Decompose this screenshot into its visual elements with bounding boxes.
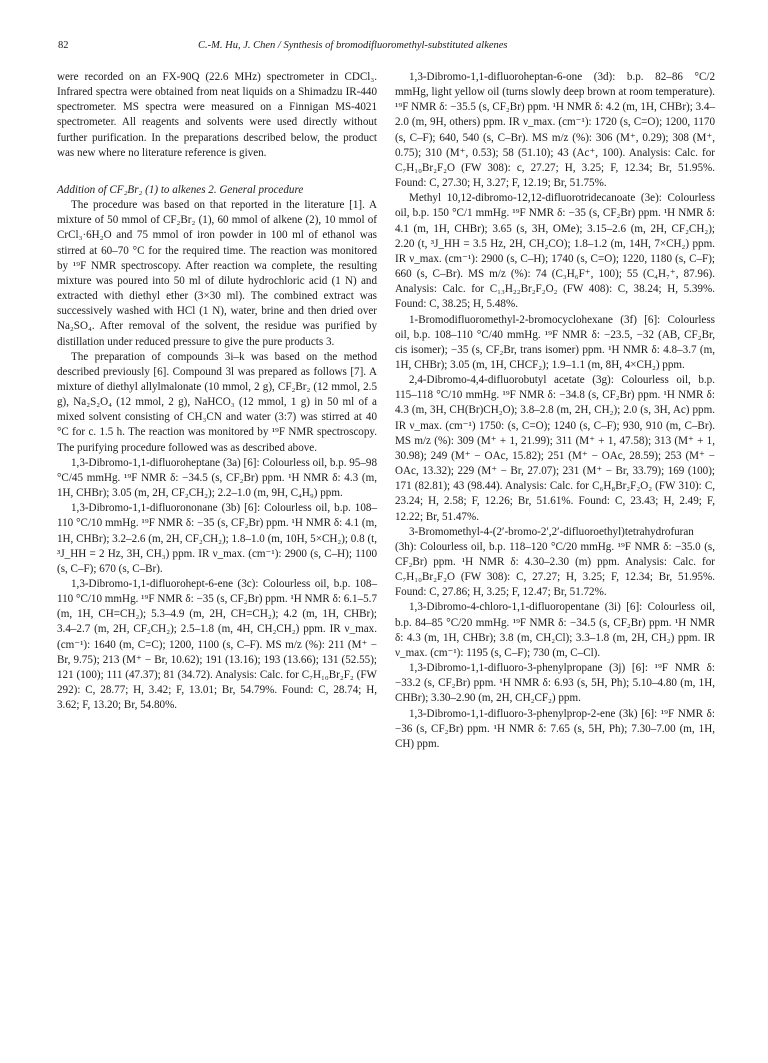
compound-3h-paragraph: 3-Bromomethyl-4-(2′-bromo-2′,2′-difluoroethyl)tetrahydrofuran (3h): Colourless oil, b.p. 118–120 °C/20 mmHg. ¹⁹F NMR δ: −35.0 (s, CF₂Br) ppm. ¹H NMR δ: 4.30–2.30 (m) ppm. Analysis: Calc. for C₇H₁₀Br₂F₂O (FW 308): C, 27.27; H, 3.25; F, 12.34; Br, 51.95%. Found: C, 27.86; H, 3.25; F, 12.47; Br, 51.72%.: [395, 525, 715, 599]
compound-3e-paragraph: Methyl 10,12-dibromo-12,12-difluorotridecanoate (3e): Colourless oil, b.p. 150 °C/1 mmHg. ¹⁹F NMR δ: −35 (s, CF₂Br) ppm. ¹H NMR δ: 4.1 (m, 1H, CHBr); 3.65 (s, 3H, OMe); 3.15–2.6 (m, 2H, CF₂CH₂); 2.20 (t, ³J_HH = 3.5 Hz, 2H, CH₂CO); 1.8–1.2 (m, 14H, 7×CH₂) ppm. IR ν_max. (cm⁻¹): 2900 (s, C–H); 1740 (s, C=O); 1220, 1180 (s, C–F); 660 (s, C–Br). MS m/z (%): 74 (C₃H₆F⁺, 100); 55 (C₄H₇⁺, 87.96). Analysis: Calc. for C₁₃H₂₂Br₂F₂O₂ (FW 408): C, 38.24; H, 5.39%. Found: C, 38.25; H, 5.48%.: [395, 192, 715, 311]
preparation-paragraph: The preparation of compounds 3i–k was based on the method described previously [6]. Compound 3l was prepared as follows [7]. A mixture of diethyl allylmalonate (10 mmol, 2 g), CF₂Br₂ (12 mmol, 2.5 g), Na₂S₂O₄ (12 mmol, 2 g), NaHCO₃ (12 mmol, 1 g) in 50 ml of a mixed solvent consisting of CH₃CN and water (3:7) was stirred at 40 °C for c. 1.5 h. The reaction was monitored by ¹⁹F NMR spectroscopy. The purifying procedure followed was as described above.: [57, 350, 377, 454]
compound-3a-paragraph: 1,3-Dibromo-1,1-difluoroheptane (3a) [6]: Colourless oil, b.p. 95–98 °C/45 mmHg. ¹⁹F NMR δ: −34.5 (s, CF₂Br) ppm. ¹H NMR δ: 4.3 (m, 1H, CHBr); 3.05 (m, 2H, CF₂CH₂); 2.2–1.0 (m, 9H, C₄H₉) ppm.: [57, 456, 377, 500]
right-column: [395, 70, 715, 752]
compound-3b-paragraph: 1,3-Dibromo-1,1-difluorononane (3b) [6]: Colourless oil, b.p. 108–110 °C/10 mmHg. ¹⁹F NMR δ: −35 (s, CF₂Br) ppm. ¹H NMR δ: 4.1 (m, 1H, CHBr); 3.2–2.6 (m, 2H, CF₂CH₂); 1.8–1.0 (m, 10H, 5×CH₂); 0.8 (t, ³J_HH = 2 Hz, 3H, CH₃) ppm. IR ν_max. (cm⁻¹): 2900 (s, C–H); 1100 (s, C–F); 670 (s, C–Br).: [57, 502, 377, 575]
compound-3k-paragraph: 1,3-Dibromo-1,1-difluoro-3-phenylprop-2-ene (3k) [6]: ¹⁹F NMR δ: −36 (s, CF₂Br) ppm. ¹H NMR δ: 7.65 (s, 5H, Ph); 7.30–7.00 (m, 1H, CH) ppm.: [395, 707, 715, 750]
page-header: [58, 40, 718, 56]
page-number: 82: [58, 40, 69, 51]
compound-3i-paragraph: 1,3-Dibromo-4-chloro-1,1-difluoropentane (3i) [6]: Colourless oil, b.p. 84–85 °C/20 mmHg. ¹⁹F NMR δ: −34.5 (s, CF₂Br) ppm. ¹H NMR δ: 4.3 (m, 1H, CHBr); 3.8 (m, CH₂Cl); 3.3–1.8 (m, 2H, CH₂) ppm. IR ν_max. (cm⁻¹): 1195 (s, C–F); 730 (m, C–Cl).: [395, 601, 715, 659]
intro-paragraph: were recorded on an FX-90Q (22.6 MHz) spectrometer in CDCl₃. Infrared spectra were obtained from neat liquids on a Shimadzu IR-440 spectrometer. MS spectra were measured on a Finnigan MS-4021 spectrometer. All reagents and solvents were used directly without further purification. In the preparations described below, the product was new where no literature reference is given.: [57, 71, 377, 159]
compound-3g-paragraph: 2,4-Dibromo-4,4-difluorobutyl acetate (3g): Colourless oil, b.p. 115–118 °C/10 mmHg. ¹⁹F NMR δ: −34.8 (s, CF₂Br) ppm. ¹H NMR δ: 4.3 (m, 3H, CH(Br)CH₂O); 3.8–2.8 (m, 2H, CH₂); 2.0 (s, 3H, Ac) ppm. IR ν_max. (cm⁻¹) 1750: (s, C=O); 1240 (s, C–F); 930, 910 (m, C–Br). MS m/z (%): 309 (M⁺ + 1, 21.99); 311 (M⁺ + 1, 47.58); 313 (M⁺ + 1, 30.98); 249 (M⁺ − OAc, 15.82); 251 (M⁺ − OAc, 28.59); 253 (M⁺ − OAc, 13.32); 229 (M⁺ − Br, 27.07); 231 (M⁺ − Br, 33.79); 169 (100); 171 (82.81); 43 (98.44). Analysis: Calc. for C₆H₈Br₂F₂O₂ (FW 310): C, 23.24; H, 2.58; F, 12.26; Br, 51.61%. Found: C, 23.43; H, 2.49; F, 12.22; Br, 51.47%.: [395, 374, 715, 523]
compound-3c-paragraph: 1,3-Dibromo-1,1-difluorohept-6-ene (3c): Colourless oil, b.p. 108–110 °C/10 mmHg. ¹⁹F NMR δ: −35 (s, CF₂Br) ppm. ¹H NMR δ: 6.1–5.7 (m, 1H, CH=CH₂); 5.3–4.9 (m, 2H, CH=CH₂); 4.2 (m, 1H, CHBr); 3.4–2.7 (m, 2H, CF₂CH₂); 2.5–1.8 (m, 4H, CH₂CH₂) ppm. IR ν_max. (cm⁻¹): 1640 (m, C=C); 1200, 1100 (s, C–F). MS m/z (%): 211 (M⁺ − Br, 9.75); 213 (M⁺ − Br, 10.62); 191 (13.16); 193 (13.66); 131 (52.55); 121 (100); 111 (47.37); 81 (34.72). Analysis: Calc. for C₇H₁₀Br₂F₂ (FW 292): C, 28.77; H, 3.42; F, 13.01; Br, 54.79%. Found: C, 28.74; H, 3.62; F, 13.20; Br, 54.80%.: [57, 578, 377, 712]
section-heading: Addition of CF₂Br₂ (1) to alkenes 2. General procedure: [57, 183, 304, 196]
running-title: C.-M. Hu, J. Chen / Synthesis of bromodifluoromethyl-substituted alkenes: [198, 40, 508, 51]
compound-3f-paragraph: 1-Bromodifluoromethyl-2-bromocyclohexane (3f) [6]: Colourless oil, b.p. 108–110 °C/40 mmHg. ¹⁹F NMR δ: −23.5, −32 (AB, CF₂Br, cis isomer); −35 (s, CF₂Br, trans isomer) ppm. ¹H NMR δ: 4.8–3.7 (m, 1H, CHBr); 3.05 (m, 1H, CHCF₂); 1.9–1.1 (m, 8H, 4×CH₂) ppm.: [395, 313, 715, 371]
general-procedure-paragraph: The procedure was based on that reported in the literature [1]. A mixture of 50 mmol of CF₂Br₂ (1), 60 mmol of alkene (2), 10 mmol of CrCl₃·6H₂O and 75 mmol of iron powder in 100 ml of ethanol was stirred at 60–70 °C for the required time. The reaction was monitored by ¹⁹F NMR spectroscopy. After reaction wa complete, the resulting mixture was poured into 50 ml of dilute hydrochloric acid (1 N) and extracted with diethyl ether (3×30 ml). The combined extract was successively washed with HCl (1 N), water, brine and then dried over Na₂SO₄. After removal of the solvent, the residue was purified by distillation under reduced pressure to give the pure products 3.: [57, 199, 377, 348]
compound-3d-paragraph: 1,3-Dibromo-1,1-difluoroheptan-6-one (3d): b.p. 82–86 °C/2 mmHg, light yellow oil (turns slowly deep brown at room temperature). ¹⁹F NMR δ: −35.5 (s, CF₂Br) ppm. ¹H NMR δ: 4.2 (m, 1H, CHBr); 3.4–2.0 (m, 9H, others) ppm. IR ν_max. (cm⁻¹): 1720 (s, C=O); 1200, 1170 (s, C–F); 640, 540 (s, C–Br). MS m/z (%): 306 (M⁺, 0.29); 308 (M⁺, 0.75); 310 (M⁺, 0.53); 58 (51.10); 43 (Ac⁺, 100). Analysis: Calc. for C₇H₁₀Br₂F₂O (FW 308): c, 27.27; H, 3.25; F, 12.34; Br, 51.95%. Found: C, 27.30; H, 3.27; F, 12.19; Br, 51.75%.: [395, 71, 715, 190]
compound-3j-paragraph: 1,3-Dibromo-1,1-difluoro-3-phenylpropane (3j) [6]: ¹⁹F NMR δ: −33.2 (s, CF₂Br) ppm. ¹H NMR δ: 6.93 (s, 5H, Ph); 5.10–4.80 (m, 1H, CHBr); 3.30–2.90 (m, 2H, CH₂CF₂) ppm.: [395, 662, 715, 705]
left-column: [57, 70, 377, 713]
